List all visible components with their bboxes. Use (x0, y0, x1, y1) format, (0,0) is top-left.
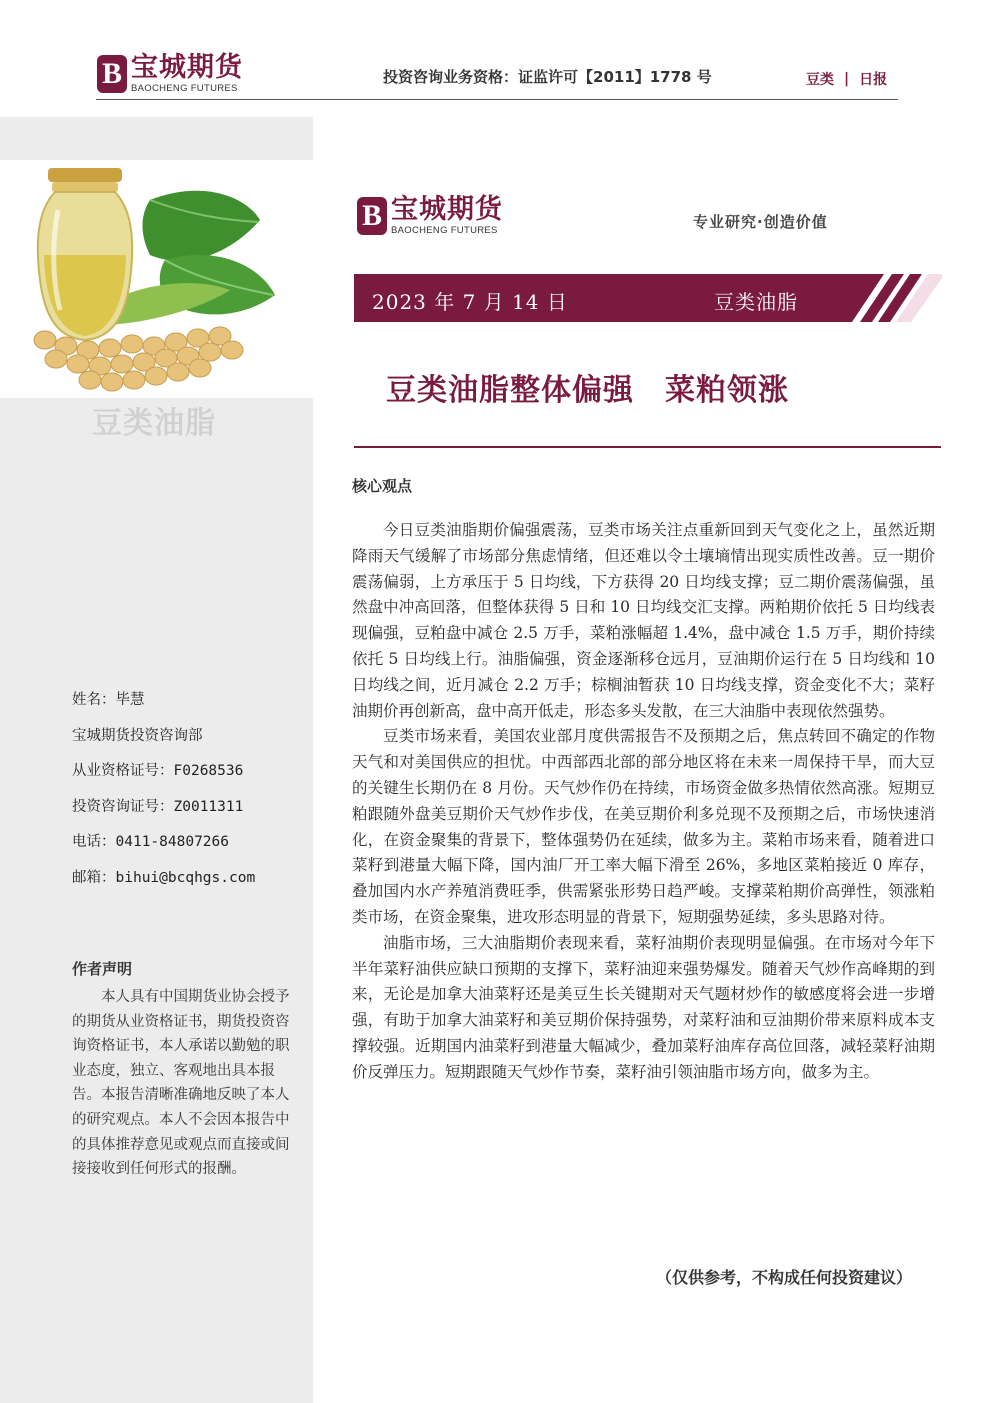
logo-name-en: BAOCHENG FUTURES (391, 225, 498, 236)
declaration-body: 本人具有中国期货业协会授予的期货从业资格证书，期货投资咨询资格证书，本人承诺以勤勉的职业态度，独立、客观地出具本报告。本报告清晰准确地反映了本人的研究观点。本人不会因本报告中的具体推荐意见或观点而直接或间接接收到任何形式的报酬。 (72, 989, 290, 1178)
author-email: 邮箱：bihui@bcqhgs.com (72, 869, 256, 886)
sidebar-title: 豆类油脂 (92, 406, 216, 441)
disclaimer: （仅供参考，不构成任何投资建议） (656, 1268, 913, 1287)
author-department: 宝城期货投资咨询部 (72, 727, 203, 744)
report-category-tag (806, 69, 887, 89)
report-type-label: 日报 (859, 72, 888, 88)
headline: 豆类油脂整体偏强 菜粕领涨 (386, 373, 789, 408)
author-advisory-no: 投资咨询证号：Z0011311 (72, 798, 244, 815)
license-text: 投资咨询业务资格：证监许可【2011】1778 号 (383, 68, 712, 86)
report-date: 2023 年 7 月 14 日 (372, 290, 568, 314)
main-logo (357, 196, 503, 236)
logo-mark-icon: B (97, 55, 127, 93)
author-name: 姓名：毕慧 (72, 692, 145, 708)
soybean-oil-illustration (0, 160, 313, 398)
body-paragraph: 今日豆类油脂期价偏强震荡，豆类市场关注点重新回到天气变化之上，虽然近期降雨天气缓解了市场部分焦虑情绪，但还难以令土壤墒情出现实质性改善。豆一期价震荡偏弱，上方承压于 5 日均线，下方获得 20 日均线支撑；豆二期价震荡偏强，虽然盘中冲高回落，但整体获得 5 日和 10 日均线交汇支撑。两粕期价依托 5 日均线表现偏强，豆粕盘中减仓 2.5 万手，菜粕涨幅超 1.4%，盘中减仓 1.5 万手，期价持续依托 5 日均线上行。油脂偏强，资金逐渐移仓远月，豆油期价运行在 5 日均线和 10 日均线之间，近月减仓 2.2 万手；棕榈油暂获 10 日均线支撑，资金变化不大；菜籽油期价再创新高，盘中高开低走，形态多头发散，在三大油脂中表现依然强势。 (352, 521, 935, 720)
logo-name-cn: 宝城期货 (131, 52, 243, 83)
declaration-title: 作者声明 (72, 960, 133, 978)
author-qualification-no: 从业资格证号：F0268536 (72, 763, 244, 779)
company-logo (97, 54, 243, 94)
logo-mark-icon: B (357, 197, 387, 235)
body-paragraph: 油脂市场，三大油脂期价表现来看，菜籽油期价表现明显偏强。在市场对今年下半年菜籽油供应缺口预期的支撑下，菜籽油迎来强势爆发。随着天气炒作高峰期的到来，无论是加拿大油菜籽还是美豆生长关键期对天气题材炒作的敏感度将会进一步增强，有助于加拿大油菜籽和美豆期价保持强势，对菜籽油和豆油期价带来原料成本支撑较强。近期国内油菜籽到港量大幅减少，叠加菜籽油库存高位回落，减轻菜籽油期价反弹压力。短期跟随天气炒作节奏，菜籽油引领油脂市场方向，做多为主。 (352, 933, 935, 1081)
soybean-oil-jar-image (0, 160, 313, 398)
slogan: 专业研究·创造价值 (693, 213, 828, 231)
headline-divider (354, 446, 941, 448)
category-separator: | (844, 71, 850, 87)
banner-title: 豆类油脂 (714, 290, 798, 314)
date-banner (354, 274, 942, 322)
logo-name-cn: 宝城期货 (391, 194, 503, 225)
page-header (0, 0, 992, 110)
author-info (72, 688, 255, 901)
report-body (352, 518, 935, 1086)
logo-name-en: BAOCHENG FUTURES (131, 83, 238, 94)
section-title: 核心观点 (352, 477, 413, 495)
header-divider (96, 99, 898, 100)
category-label: 豆类 (806, 72, 834, 88)
author-phone: 电话：0411-84807266 (72, 834, 229, 850)
body-paragraph: 豆类市场来看，美国农业部月度供需报告不及预期之后，焦点转回不确定的作物天气和对美国供应的担忧。中西部西北部的部分地区将在未来一周保持干旱，而大豆的关键生长期仍在 8 月份。天气炒作仍在持续，市场资金做多热情依然高涨。短期豆粕跟随外盘美豆期价天气炒作步伐，在美豆期价利多兑现不及预期之后，市场快速消化，在资金聚集的背景下，整体强势仍在延续，做多为主。菜粕市场来看，随着进口菜籽到港量大幅下降，国内油厂开工率大幅下滑至 26%，多地区菜粕接近 0 库存，叠加国内水产养殖消费旺季，供需紧张形势日趋严峻。支撑菜粕期价高弹性，领涨粕类市场，在资金聚集，进攻形态明显的背景下，短期强势延续，多头思路对待。 (352, 727, 935, 926)
